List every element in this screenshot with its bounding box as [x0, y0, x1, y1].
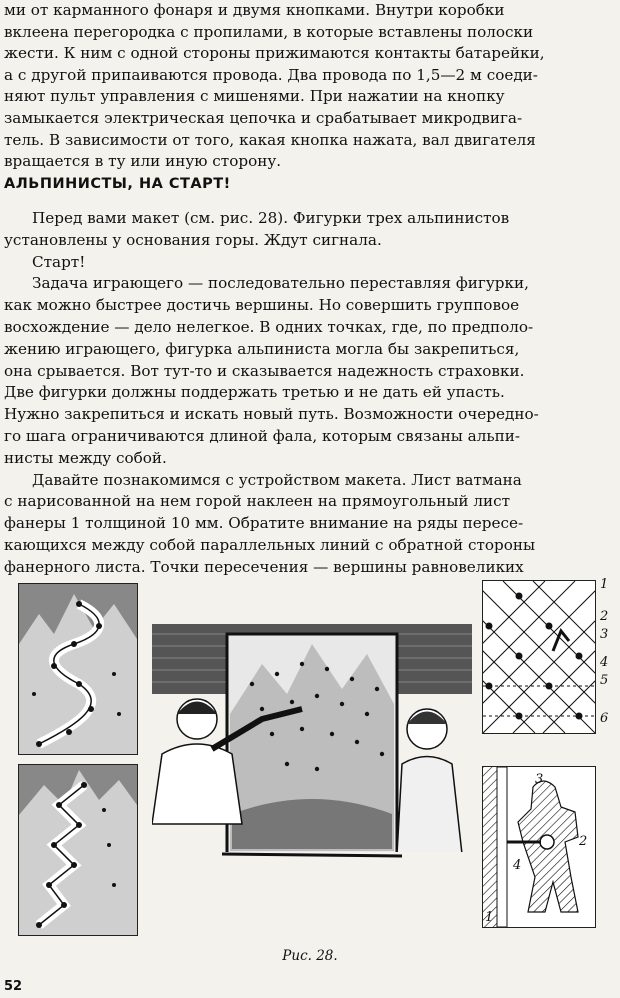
route-diagram-bottom-image — [19, 765, 137, 935]
route-diagram-bottom — [18, 764, 138, 936]
text-line: как можно быстрее достичь вершины. Но совершить групповое — [4, 296, 520, 315]
text-line: Две фигурки должны поддержать третью и не дать ей упасть. — [4, 383, 505, 402]
text-line: ми от карманного фонаря и двумя кнопками. Внутри коробки — [4, 1, 505, 19]
text-line: а с другой припаиваются провода. Два провода по 1,5—2 м соеди- — [4, 65, 538, 84]
text-line: замыкается электрическая цепочка и срабатывает микродвига- — [4, 108, 523, 127]
grid-scheme-image — [483, 581, 595, 733]
grid-label-4: 4 — [600, 655, 609, 670]
children-playing-illustration — [152, 624, 472, 934]
text-line: кающихся между собой параллельных линий с обратной стороны — [4, 535, 536, 554]
text-line: жению играющего, фигурка альпиниста могла бы закрепиться, — [4, 339, 520, 358]
figure-label-3: 3 — [535, 772, 544, 787]
grid-label-2: 2 — [600, 609, 609, 624]
intro-paragraph — [4, 0, 614, 173]
text-line: вклеена перегородка с пропилами, в которые вставлены полоски — [4, 22, 534, 41]
grid-label-6: 6 — [600, 711, 609, 726]
section-heading: АЛЬПИНИСТЫ, НА СТАРТ! — [4, 176, 231, 192]
grid-label-3: 3 — [600, 627, 609, 642]
text-line: Старт! — [32, 252, 86, 271]
climber-figure-diagram — [482, 766, 596, 928]
figure-caption: Рис. 28. — [282, 948, 338, 964]
grid-label-1: 1 — [600, 577, 609, 592]
grid-labels — [596, 572, 620, 732]
text-line: Задача играющего — последовательно переставляя фигурки, — [32, 274, 529, 293]
figure-label-1: 1 — [485, 910, 494, 925]
children-playing-image — [152, 624, 472, 934]
text-line: фанерного листа. Точки пересечения — вершины равновеликих — [4, 557, 524, 576]
text-line: с нарисованной на нем горой наклеен на прямоугольный лист — [4, 492, 511, 511]
text-line: фанеры 1 толщиной 10 мм. Обратите внимание на ряды пересе- — [4, 514, 524, 533]
text-line: го шага ограничиваются длиной фала, которым связаны альпи- — [4, 426, 521, 445]
body-paragraphs — [4, 208, 614, 579]
figure-label-4: 4 — [513, 858, 522, 873]
text-line: Давайте познакомимся с устройством макета. Лист ватмана — [32, 470, 522, 489]
grid-scheme-diagram — [482, 580, 596, 734]
text-line: тель. В зависимости от того, какая кнопка нажата, вал двигателя — [4, 130, 536, 149]
text-line: Нужно закрепиться и искать новый путь. Возможности очередно- — [4, 405, 539, 424]
climber-figure-labels — [483, 767, 595, 927]
text-line: восхождение — дело нелегкое. В одних точках, где, по предполо- — [4, 317, 534, 336]
grid-label-5: 5 — [600, 673, 609, 688]
text-line: нисты между собой. — [4, 448, 167, 467]
text-line: жести. К ним с одной стороны прижимаются контакты батарейки, — [4, 44, 545, 63]
text-line: вращается в ту или иную сторону. — [4, 152, 282, 171]
route-diagram-top — [18, 583, 138, 755]
text-line: Перед вами макет (см. рис. 28). Фигурки трех альпинистов — [32, 209, 510, 227]
text-line: установлены у основания горы. Ждут сигнала. — [4, 230, 382, 249]
page-number: 52 — [4, 979, 23, 994]
route-diagram-top-image — [19, 584, 137, 754]
figure-label-2: 2 — [579, 834, 588, 849]
text-line: няют пульт управления с мишенями. При нажатии на кнопку — [4, 87, 505, 106]
text-line: она срывается. Вот тут-то и сказывается надежность страховки. — [4, 361, 525, 380]
